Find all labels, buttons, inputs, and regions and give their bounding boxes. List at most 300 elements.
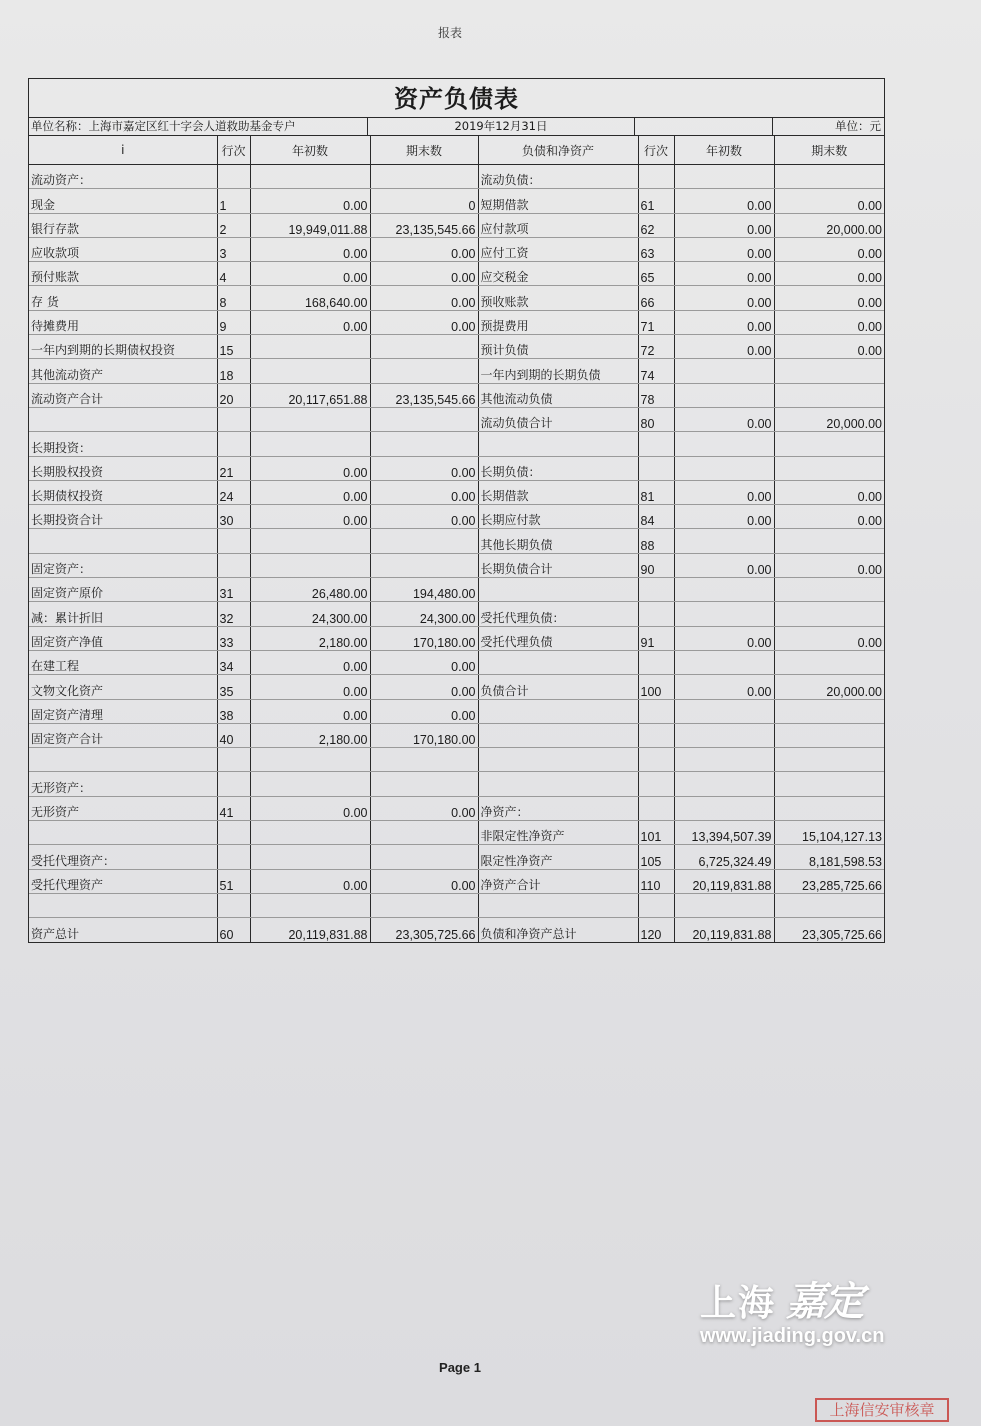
liability-end-cell xyxy=(774,796,884,820)
liability-line-no-cell: 90 xyxy=(638,553,674,577)
asset-end-cell: 23,135,545.66 xyxy=(370,213,478,237)
liability-line-no-cell: 62 xyxy=(638,213,674,237)
liability-end-cell: 0.00 xyxy=(774,237,884,261)
liability-line-no-cell xyxy=(638,432,674,456)
asset-end-cell xyxy=(370,335,478,359)
liability-end-cell xyxy=(774,602,884,626)
asset-line-no-cell: 33 xyxy=(217,626,250,650)
asset-end-cell: 0.00 xyxy=(370,480,478,504)
liability-line-no-cell xyxy=(638,723,674,747)
asset-end-cell: 0.00 xyxy=(370,310,478,334)
liability-end-cell: 0.00 xyxy=(774,189,884,213)
table-row xyxy=(29,772,884,796)
liability-line-no-cell xyxy=(638,650,674,674)
asset-begin-cell xyxy=(250,165,370,189)
liability-end-cell: 20,000.00 xyxy=(774,213,884,237)
asset-label-cell: 固定资产合计 xyxy=(29,723,217,747)
table-row xyxy=(29,650,884,674)
asset-label-cell: 其他流动资产 xyxy=(29,359,217,383)
liability-label-cell: 其他流动负债 xyxy=(478,383,638,407)
liability-end-cell xyxy=(774,699,884,723)
asset-line-no-cell: 24 xyxy=(217,480,250,504)
liability-label-cell: 净资产： xyxy=(478,796,638,820)
asset-begin-cell: 20,117,651.88 xyxy=(250,383,370,407)
liability-begin-cell: 0.00 xyxy=(674,480,774,504)
liability-label-cell: 长期负债： xyxy=(478,456,638,480)
liability-label-cell xyxy=(478,432,638,456)
liability-begin-cell: 0.00 xyxy=(674,626,774,650)
asset-label-cell: 一年内到期的长期债权投资 xyxy=(29,335,217,359)
liability-line-no-cell: 61 xyxy=(638,189,674,213)
asset-line-no-cell: 32 xyxy=(217,602,250,626)
asset-end-cell xyxy=(370,821,478,845)
liability-begin-cell xyxy=(674,748,774,772)
asset-begin-cell: 24,300.00 xyxy=(250,602,370,626)
liability-end-cell: 20,000.00 xyxy=(774,675,884,699)
asset-line-no-cell xyxy=(217,748,250,772)
table-row xyxy=(29,505,884,529)
liability-end-cell xyxy=(774,359,884,383)
liability-line-no-cell: 72 xyxy=(638,335,674,359)
liability-end-cell xyxy=(774,893,884,917)
asset-line-no-cell: 38 xyxy=(217,699,250,723)
liability-line-no-cell: 88 xyxy=(638,529,674,553)
asset-label-cell: 银行存款 xyxy=(29,213,217,237)
asset-label-cell: 减：累计折旧 xyxy=(29,602,217,626)
liability-end-cell: 15,104,127.13 xyxy=(774,821,884,845)
asset-begin-cell: 0.00 xyxy=(250,189,370,213)
asset-label-cell: 长期投资： xyxy=(29,432,217,456)
table-row xyxy=(29,529,884,553)
asset-begin-cell xyxy=(250,772,370,796)
asset-label-cell: 资产总计 xyxy=(29,918,217,942)
asset-line-no-cell: 8 xyxy=(217,286,250,310)
liability-line-no-cell xyxy=(638,602,674,626)
asset-begin-cell: 0.00 xyxy=(250,796,370,820)
col-header-end-right: 期末数 xyxy=(774,136,884,165)
table-row xyxy=(29,237,884,261)
watermark-url: www.jiading.gov.cn xyxy=(700,1325,885,1347)
asset-line-no-cell xyxy=(217,553,250,577)
asset-line-no-cell: 21 xyxy=(217,456,250,480)
asset-label-cell xyxy=(29,893,217,917)
site-watermark xyxy=(700,1270,940,1348)
asset-label-cell xyxy=(29,407,217,431)
liability-label-cell: 限定性净资产 xyxy=(478,845,638,869)
liability-label-cell: 净资产合计 xyxy=(478,869,638,893)
col-header-liability: 负债和净资产 xyxy=(478,136,638,165)
table-row xyxy=(29,821,884,845)
table-row xyxy=(29,893,884,917)
liability-end-cell: 8,181,598.53 xyxy=(774,845,884,869)
liability-end-cell: 0.00 xyxy=(774,553,884,577)
asset-end-cell: 170,180.00 xyxy=(370,723,478,747)
asset-begin-cell: 168,640.00 xyxy=(250,286,370,310)
liability-line-no-cell: 63 xyxy=(638,237,674,261)
liability-line-no-cell: 105 xyxy=(638,845,674,869)
liability-label-cell: 预计负债 xyxy=(478,335,638,359)
sheet-info-row xyxy=(29,118,884,136)
asset-line-no-cell: 18 xyxy=(217,359,250,383)
asset-label-cell: 固定资产： xyxy=(29,553,217,577)
liability-label-cell xyxy=(478,893,638,917)
liability-line-no-cell xyxy=(638,796,674,820)
asset-label-cell: 在建工程 xyxy=(29,650,217,674)
asset-begin-cell xyxy=(250,529,370,553)
table-row xyxy=(29,262,884,286)
liability-line-no-cell: 80 xyxy=(638,407,674,431)
asset-begin-cell: 0.00 xyxy=(250,505,370,529)
liability-line-no-cell: 100 xyxy=(638,675,674,699)
asset-label-cell: 待摊费用 xyxy=(29,310,217,334)
liability-end-cell xyxy=(774,383,884,407)
asset-end-cell: 0.00 xyxy=(370,675,478,699)
asset-begin-cell: 0.00 xyxy=(250,480,370,504)
liability-end-cell: 20,000.00 xyxy=(774,407,884,431)
asset-label-cell xyxy=(29,748,217,772)
liability-begin-cell xyxy=(674,165,774,189)
liability-end-cell xyxy=(774,165,884,189)
liability-label-cell xyxy=(478,650,638,674)
asset-begin-cell xyxy=(250,893,370,917)
liability-begin-cell: 13,394,507.39 xyxy=(674,821,774,845)
liability-begin-cell: 0.00 xyxy=(674,310,774,334)
asset-begin-cell xyxy=(250,335,370,359)
asset-begin-cell xyxy=(250,821,370,845)
asset-begin-cell xyxy=(250,553,370,577)
table-row xyxy=(29,578,884,602)
liability-label-cell: 长期应付款 xyxy=(478,505,638,529)
table-row xyxy=(29,432,884,456)
asset-label-cell: 文物文化资产 xyxy=(29,675,217,699)
liability-label-cell: 应付款项 xyxy=(478,213,638,237)
asset-end-cell xyxy=(370,432,478,456)
liability-line-no-cell xyxy=(638,748,674,772)
liability-begin-cell: 0.00 xyxy=(674,335,774,359)
liability-line-no-cell: 65 xyxy=(638,262,674,286)
liability-label-cell: 负债合计 xyxy=(478,675,638,699)
table-row xyxy=(29,675,884,699)
liability-line-no-cell xyxy=(638,165,674,189)
asset-begin-cell: 0.00 xyxy=(250,262,370,286)
liability-label-cell: 流动负债： xyxy=(478,165,638,189)
report-date: 2019年12月31日 xyxy=(368,118,635,135)
liability-end-cell xyxy=(774,772,884,796)
asset-end-cell: 0.00 xyxy=(370,456,478,480)
asset-end-cell xyxy=(370,748,478,772)
table-row xyxy=(29,335,884,359)
asset-label-cell: 无形资产： xyxy=(29,772,217,796)
asset-label-cell: 无形资产 xyxy=(29,796,217,820)
liability-begin-cell: 0.00 xyxy=(674,553,774,577)
asset-end-cell xyxy=(370,165,478,189)
asset-end-cell: 194,480.00 xyxy=(370,578,478,602)
table-row xyxy=(29,626,884,650)
asset-begin-cell: 0.00 xyxy=(250,237,370,261)
liability-label-cell: 流动负债合计 xyxy=(478,407,638,431)
liability-begin-cell: 20,119,831.88 xyxy=(674,869,774,893)
asset-label-cell: 固定资产原价 xyxy=(29,578,217,602)
table-header-row xyxy=(29,136,884,165)
table-row xyxy=(29,845,884,869)
asset-end-cell: 23,305,725.66 xyxy=(370,918,478,942)
liability-end-cell: 23,285,725.66 xyxy=(774,869,884,893)
liability-line-no-cell: 84 xyxy=(638,505,674,529)
liability-begin-cell xyxy=(674,772,774,796)
liability-label-cell: 预提费用 xyxy=(478,310,638,334)
liability-end-cell: 0.00 xyxy=(774,335,884,359)
liability-begin-cell: 0.00 xyxy=(674,675,774,699)
table-row xyxy=(29,918,884,942)
liability-end-cell: 0.00 xyxy=(774,286,884,310)
asset-label-cell: 存 货 xyxy=(29,286,217,310)
liability-begin-cell: 0.00 xyxy=(674,213,774,237)
table-row xyxy=(29,189,884,213)
asset-label-cell: 受托代理资产： xyxy=(29,845,217,869)
asset-begin-cell xyxy=(250,432,370,456)
liability-begin-cell xyxy=(674,383,774,407)
asset-line-no-cell xyxy=(217,529,250,553)
balance-sheet xyxy=(28,78,885,943)
asset-line-no-cell: 15 xyxy=(217,335,250,359)
asset-end-cell xyxy=(370,893,478,917)
liability-label-cell xyxy=(478,772,638,796)
liability-line-no-cell: 101 xyxy=(638,821,674,845)
liability-label-cell: 负债和净资产总计 xyxy=(478,918,638,942)
liability-label-cell: 受托代理负债： xyxy=(478,602,638,626)
liability-label-cell xyxy=(478,699,638,723)
asset-begin-cell: 2,180.00 xyxy=(250,626,370,650)
asset-begin-cell: 20,119,831.88 xyxy=(250,918,370,942)
asset-line-no-cell: 41 xyxy=(217,796,250,820)
asset-label-cell xyxy=(29,821,217,845)
liability-begin-cell xyxy=(674,650,774,674)
liability-begin-cell: 0.00 xyxy=(674,189,774,213)
liability-line-no-cell: 120 xyxy=(638,918,674,942)
liability-end-cell: 23,305,725.66 xyxy=(802,927,882,942)
asset-label-cell: 流动资产： xyxy=(29,165,217,189)
asset-begin-cell: 0.00 xyxy=(250,869,370,893)
currency-unit: 单位：元 xyxy=(835,119,881,133)
col-header-line-no-right: 行次 xyxy=(638,136,674,165)
asset-line-no-cell xyxy=(217,772,250,796)
liability-label-cell: 预收账款 xyxy=(478,286,638,310)
asset-line-no-cell xyxy=(217,821,250,845)
liability-begin-cell: 0.00 xyxy=(674,286,774,310)
asset-end-cell xyxy=(370,359,478,383)
liability-end-cell xyxy=(774,650,884,674)
asset-begin-cell xyxy=(250,407,370,431)
asset-line-no-cell: 60 xyxy=(217,918,250,942)
table-row xyxy=(29,310,884,334)
liability-begin-cell xyxy=(674,796,774,820)
asset-line-no-cell: 9 xyxy=(217,310,250,334)
asset-end-cell xyxy=(370,772,478,796)
liability-line-no-cell xyxy=(638,772,674,796)
liability-label-cell: 短期借款 xyxy=(478,189,638,213)
asset-begin-cell: 19,949,011.88 xyxy=(250,213,370,237)
asset-label-cell: 长期投资合计 xyxy=(29,505,217,529)
asset-begin-cell: 26,480.00 xyxy=(250,578,370,602)
asset-line-no-cell: 1 xyxy=(217,189,250,213)
asset-label-cell: 受托代理资产 xyxy=(29,869,217,893)
liability-begin-cell: 0.00 xyxy=(674,407,774,431)
asset-label-cell: 现金 xyxy=(29,189,217,213)
liability-label-cell: 一年内到期的长期负债 xyxy=(478,359,638,383)
liability-line-no-cell xyxy=(638,699,674,723)
asset-label-cell: 流动资产合计 xyxy=(29,383,217,407)
asset-begin-cell: 0.00 xyxy=(250,675,370,699)
liability-end-cell xyxy=(774,432,884,456)
table-row xyxy=(29,602,884,626)
liability-label-cell: 长期借款 xyxy=(478,480,638,504)
asset-line-no-cell xyxy=(217,845,250,869)
asset-label-cell: 应收款项 xyxy=(29,237,217,261)
liability-label-cell: 非限定性净资产 xyxy=(478,821,638,845)
liability-begin-cell: 0.00 xyxy=(674,237,774,261)
asset-end-cell: 0.00 xyxy=(370,505,478,529)
liability-begin-cell: 0.00 xyxy=(674,505,774,529)
asset-end-cell: 0.00 xyxy=(370,286,478,310)
liability-end-cell xyxy=(774,578,884,602)
asset-end-cell: 23,135,545.66 xyxy=(370,383,478,407)
liability-line-no-cell: 71 xyxy=(638,310,674,334)
liability-line-no-cell: 66 xyxy=(638,286,674,310)
liability-begin-cell xyxy=(674,699,774,723)
liability-end-cell xyxy=(774,529,884,553)
liability-end-cell xyxy=(774,456,884,480)
liability-end-cell: 0.00 xyxy=(774,480,884,504)
liability-label-cell: 应付工资 xyxy=(478,237,638,261)
col-header-asset: i xyxy=(29,136,217,165)
asset-end-cell xyxy=(370,553,478,577)
table-row xyxy=(29,553,884,577)
asset-line-no-cell: 34 xyxy=(217,650,250,674)
asset-label-cell xyxy=(29,529,217,553)
liability-end-cell: 0.00 xyxy=(774,310,884,334)
asset-line-no-cell xyxy=(217,165,250,189)
asset-end-cell: 0.00 xyxy=(370,699,478,723)
table-row xyxy=(29,748,884,772)
asset-line-no-cell: 30 xyxy=(217,505,250,529)
asset-begin-cell: 0.00 xyxy=(250,456,370,480)
liability-end-cell: 0.00 xyxy=(774,626,884,650)
col-header-line-no: 行次 xyxy=(217,136,250,165)
liability-end-cell: 0.00 xyxy=(774,505,884,529)
asset-begin-cell: 0.00 xyxy=(250,650,370,674)
asset-label-cell: 固定资产清理 xyxy=(29,699,217,723)
asset-end-cell: 0.00 xyxy=(370,869,478,893)
col-header-end: 期末数 xyxy=(370,136,478,165)
asset-end-cell: 24,300.00 xyxy=(370,602,478,626)
asset-begin-cell: 2,180.00 xyxy=(250,723,370,747)
table-row xyxy=(29,456,884,480)
liability-begin-cell: 6,725,324.49 xyxy=(674,845,774,869)
liability-begin-cell xyxy=(674,893,774,917)
table-row xyxy=(29,286,884,310)
liability-line-no-cell: 81 xyxy=(638,480,674,504)
liability-end-cell xyxy=(774,723,884,747)
asset-line-no-cell: 31 xyxy=(217,578,250,602)
asset-line-no-cell xyxy=(217,893,250,917)
asset-end-cell: 0.00 xyxy=(370,262,478,286)
balance-table xyxy=(29,136,884,942)
page-top-label: 报表 xyxy=(437,26,462,40)
asset-label-cell: 固定资产净值 xyxy=(29,626,217,650)
table-row xyxy=(29,869,884,893)
asset-begin-cell xyxy=(250,845,370,869)
liability-label-cell: 长期负债合计 xyxy=(478,553,638,577)
liability-line-no-cell: 74 xyxy=(638,359,674,383)
asset-line-no-cell: 35 xyxy=(217,675,250,699)
asset-line-no-cell xyxy=(217,432,250,456)
table-row xyxy=(29,359,884,383)
liability-begin-cell xyxy=(674,432,774,456)
asset-label-cell: 长期债权投资 xyxy=(29,480,217,504)
asset-line-no-cell: 20 xyxy=(217,383,250,407)
audit-stamp: 上海信安审核章 xyxy=(815,1398,949,1422)
liability-label-cell: 受托代理负债 xyxy=(478,626,638,650)
table-row xyxy=(29,165,884,189)
unit-name: 单位名称：上海市嘉定区红十字会人道救助基金专户 xyxy=(29,118,368,135)
liability-line-no-cell: 110 xyxy=(638,869,674,893)
table-row xyxy=(29,480,884,504)
asset-begin-cell: 0.00 xyxy=(250,310,370,334)
liability-label-cell xyxy=(478,723,638,747)
liability-begin-cell: 0.00 xyxy=(674,262,774,286)
asset-line-no-cell: 3 xyxy=(217,237,250,261)
asset-begin-cell: 0.00 xyxy=(250,699,370,723)
watermark-brand: 上海 xyxy=(700,1283,777,1324)
asset-end-cell xyxy=(370,407,478,431)
liability-label-cell xyxy=(478,578,638,602)
watermark-script-logo: 嘉定 xyxy=(786,1278,863,1325)
sheet-title: 资产负债表 xyxy=(29,79,884,118)
liability-label-cell xyxy=(478,748,638,772)
liability-line-no-cell: 78 xyxy=(638,383,674,407)
asset-label-cell: 预付账款 xyxy=(29,262,217,286)
liability-begin-cell xyxy=(674,602,774,626)
asset-end-cell: 0.00 xyxy=(370,796,478,820)
liability-begin-cell xyxy=(674,359,774,383)
asset-line-no-cell: 2 xyxy=(217,213,250,237)
info-blank-cell xyxy=(635,118,773,135)
asset-end-cell: 170,180.00 xyxy=(370,626,478,650)
asset-end-cell xyxy=(370,529,478,553)
col-header-begin: 年初数 xyxy=(250,136,370,165)
asset-end-cell: 0 xyxy=(370,189,478,213)
liability-line-no-cell: 91 xyxy=(638,626,674,650)
liability-line-no-cell xyxy=(638,456,674,480)
asset-line-no-cell: 40 xyxy=(217,723,250,747)
asset-begin-cell xyxy=(250,748,370,772)
liability-begin-cell: 20,119,831.88 xyxy=(674,918,774,942)
table-row xyxy=(29,796,884,820)
asset-end-cell: 0.00 xyxy=(370,237,478,261)
asset-end-cell xyxy=(370,845,478,869)
asset-line-no-cell: 51 xyxy=(217,869,250,893)
liability-begin-cell xyxy=(674,578,774,602)
liability-label-cell: 应交税金 xyxy=(478,262,638,286)
liability-label-cell: 其他长期负债 xyxy=(478,529,638,553)
table-row xyxy=(29,213,884,237)
liability-begin-cell xyxy=(674,723,774,747)
page-number: Page 1 xyxy=(439,1360,481,1375)
asset-label-cell: 长期股权投资 xyxy=(29,456,217,480)
table-row xyxy=(29,383,884,407)
liability-line-no-cell xyxy=(638,893,674,917)
asset-line-no-cell xyxy=(217,407,250,431)
